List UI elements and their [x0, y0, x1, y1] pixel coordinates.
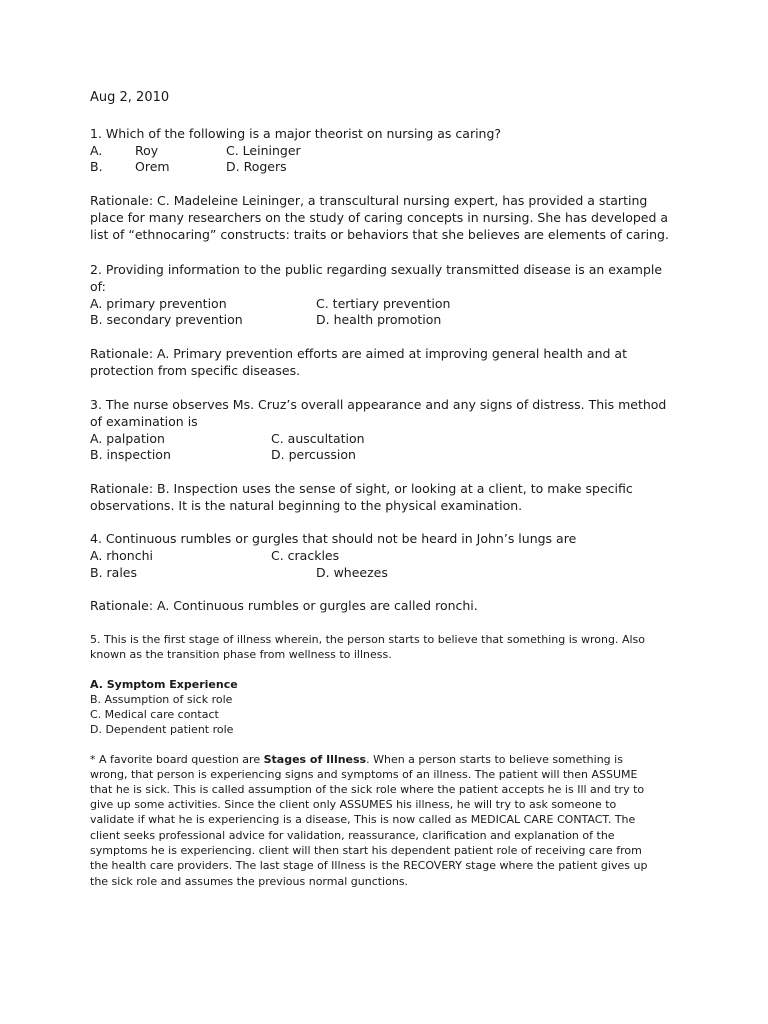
q2-option-d: D. health promotion [316, 312, 442, 327]
document-date: Aug 2, 2010 [90, 90, 170, 105]
q2-option-b: B. secondary prevention [90, 312, 243, 327]
q3-question-line-1: 3. The nurse observes Ms. Cruz’s overall appearance and any signs of distress. This method [90, 397, 667, 412]
q3-rationale-line-2: observations. It is the natural beginning to the physical examination. [90, 498, 523, 513]
q1-question: 1. Which of the following is a major theorist on nursing as caring? [90, 126, 502, 141]
q2-option-c: C. tertiary prevention [316, 296, 451, 311]
q5-option-d: D. Dependent patient role [90, 723, 234, 736]
q5-option-b: B. Assumption of sick role [90, 693, 233, 706]
q1-option-b: Orem [135, 159, 170, 174]
note-line-1-bold: Stages of Illness [263, 753, 367, 766]
q5-question-line-1: 5. This is the first stage of illness wherein, the person starts to believe that something is wrong. Also [90, 633, 645, 646]
q2-rationale-line-2: protection from specific diseases. [90, 363, 301, 378]
note-line-4: give up some activities. Since the client only ASSUMES his illness, he will try to ask someone to [90, 798, 617, 811]
q4-option-d: D. wheezes [316, 565, 388, 580]
q5-option-a: A. Symptom Experience [90, 678, 238, 691]
q1-option-d: D. Rogers [226, 159, 287, 174]
q3-option-a: A. palpation [90, 431, 165, 446]
q4-rationale: Rationale: A. Continuous rumbles or gurgles are called ronchi. [90, 598, 478, 613]
note-line-1-pre: * A favorite board question are [90, 753, 264, 766]
q1-rationale-line-3: list of “ethnocaring” constructs: traits or behaviors that she believes are elements of caring. [90, 227, 669, 242]
q1-option-a: Roy [135, 143, 159, 158]
q3-option-d: D. percussion [271, 447, 356, 462]
q4-question: 4. Continuous rumbles or gurgles that should not be heard in John’s lungs are [90, 531, 577, 546]
note-line-9: the sick role and assumes the previous normal gunctions. [90, 875, 409, 888]
q4-option-a: A. rhonchi [90, 548, 153, 563]
q5-option-c: C. Medical care contact [90, 708, 219, 721]
q1-option-b-letter: B. [90, 159, 103, 174]
note-line-1 [90, 752, 623, 767]
q3-option-b: B. inspection [90, 447, 171, 462]
q2-rationale-line-1: Rationale: A. Primary prevention efforts are aimed at improving general health and at [90, 346, 627, 361]
note-line-1-post: . When a person starts to believe something is [366, 753, 623, 766]
q1-rationale-line-2: place for many researchers on the study of caring concepts in nursing. She has developed a [90, 210, 669, 225]
q4-option-c: C. crackles [271, 548, 340, 563]
note-line-5: validate if what he is experiencing is a disease, This is now called as MEDICAL CARE CONTACT. The [90, 813, 636, 826]
note-line-6: client seeks professional advice for validation, reassurance, clarification and explanation of the [90, 829, 615, 842]
q1-option-a-letter: A. [90, 143, 103, 158]
note-line-7: symptoms he is experiencing. client will then start his dependent patient role of receiving care from [90, 844, 642, 857]
q2-question-line-2: of: [90, 279, 106, 294]
note-line-2: wrong, that person is experiencing signs and symptoms of an illness. The patient will then ASSUME [90, 768, 638, 781]
q3-question-line-2: of examination is [90, 414, 198, 429]
q4-option-b: B. rales [90, 565, 137, 580]
note-line-3: that he is sick. This is called assumption of the sick role where the patient accepts he is Ill and try to [90, 783, 645, 796]
q2-question-line-1: 2. Providing information to the public regarding sexually transmitted disease is an example [90, 262, 663, 277]
q1-rationale-line-1: Rationale: C. Madeleine Leininger, a transcultural nursing expert, has provided a starting [90, 193, 648, 208]
q1-option-c: C. Leininger [226, 143, 301, 158]
note-line-8: the health care providers. The last stage of Illness is the RECOVERY stage where the patient gives up [90, 859, 648, 872]
q2-option-a: A. primary prevention [90, 296, 227, 311]
q3-option-c: C. auscultation [271, 431, 365, 446]
q5-question-line-2: known as the transition phase from wellness to illness. [90, 648, 392, 661]
q3-rationale-line-1: Rationale: B. Inspection uses the sense of sight, or looking at a client, to make specific [90, 481, 633, 496]
